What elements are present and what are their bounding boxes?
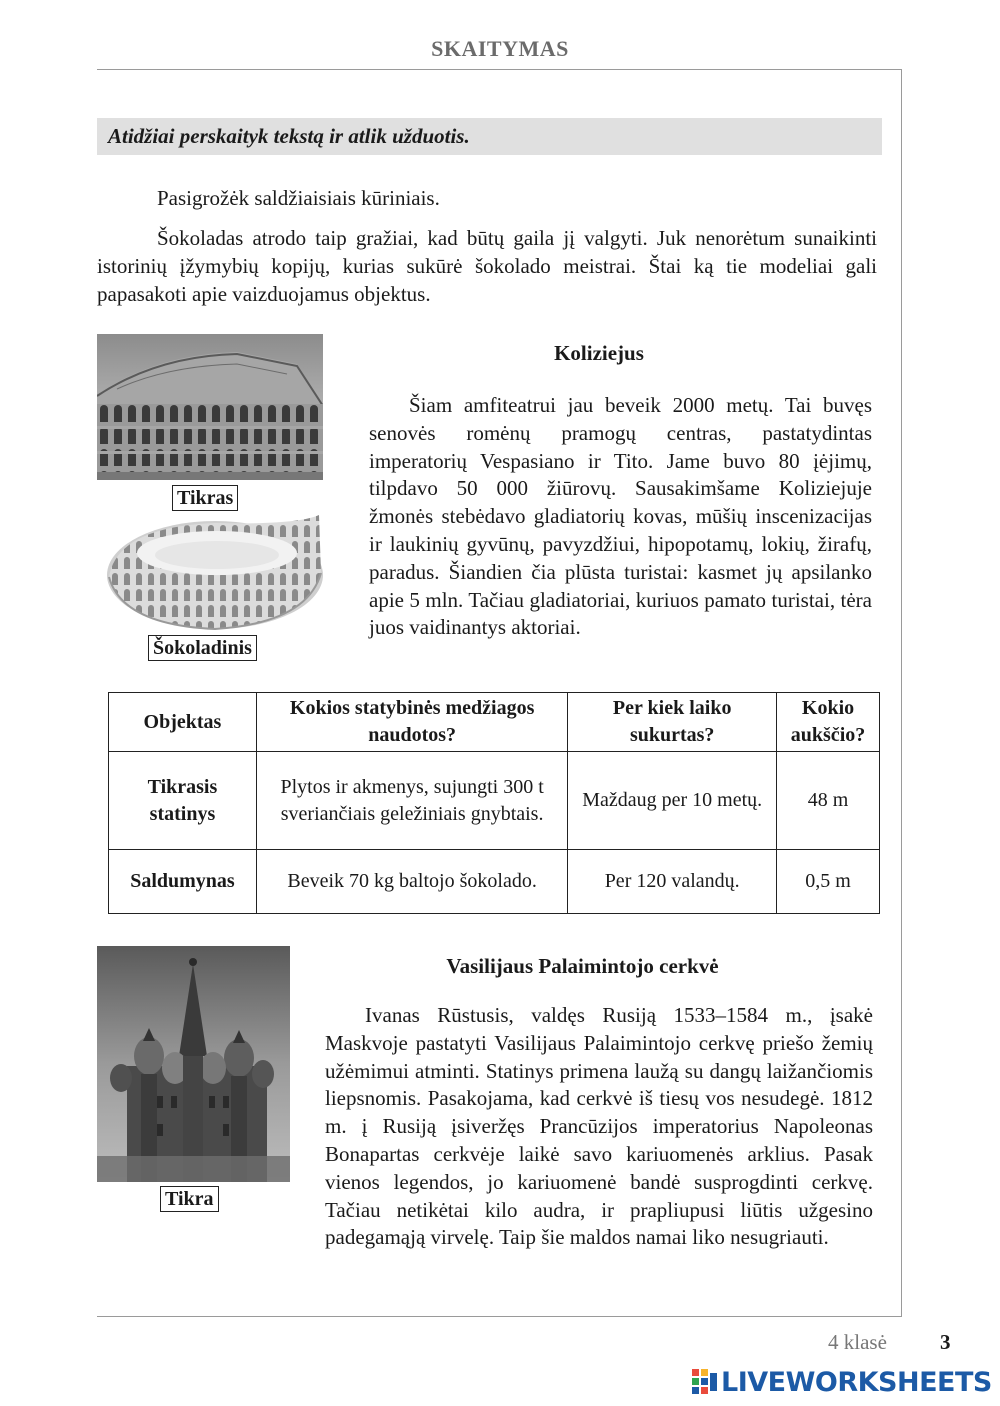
section-title: SKAITYMAS	[431, 36, 569, 61]
liveworksheets-logo[interactable]	[692, 1366, 992, 1398]
intro-paragraph: Šokoladas atrodo taip gražiai, kad būtų gaila jį valgyti. Juk nenorėtum sunaikinti istorinių įžymybių kopijų, kurias sukūrė šokolado meistrai. Štai ką tie modeliai gali papasakoti apie vaizduojamus objektus.	[97, 226, 877, 306]
comparison-table	[108, 692, 880, 914]
table-cell: Beveik 70 kg baltojo šokolado.	[256, 850, 567, 914]
caption-real-colosseum: Tikras	[172, 485, 238, 511]
colosseum-photo	[97, 334, 323, 480]
instruction-banner: Atidžiai perskaityk tekstą ir atlik užduotis.	[97, 118, 882, 155]
table-cell: Plytos ir akmenys, sujungti 300 t sveriančiais geležiniais gnybtais.	[256, 752, 567, 850]
cathedral-text: Ivanas Rūstusis, valdęs Rusiją 1533–1584 m., įsakė Maskvoje pastatyti Vasilijaus Palaimintojo cerkvę priešo žemių užėmimui atminti. Statinys primena laužą su dangų laižančiomis liepsnomis. Pasakojama, kad cerkvė iš tiesų vos nesudegė. 1812 m. į Rusiją įsiveržęs Prancūzijos imperatorius Napoleonas Bonapartas cerkvėje laikė savo kariuomenės arklius. Pasak vienos legendos, jo kariuomenė bandė susprogdinti cerkvę. Tačiau netikėtai kilo audra, ir prapliupusi liūtis užgesino padegamąją virvelę. Taip šie maldos namai liko nesugriauti.	[325, 1003, 873, 1250]
cathedral-photo	[97, 946, 290, 1182]
table-row-head: Tikrasis statinys	[109, 752, 257, 850]
chocolate-colosseum-photo	[97, 505, 327, 637]
footer-grade: 4 klasė	[828, 1330, 887, 1354]
table-row	[109, 850, 880, 914]
liveworksheets-logo-icon	[692, 1369, 718, 1395]
liveworksheets-logo-text: LIVEWORKSHEETS	[721, 1366, 992, 1398]
table-cell: 0,5 m	[777, 850, 880, 914]
colosseum-title: Koliziejus	[554, 341, 644, 365]
table-header-cell: Kokios statybinės medžiagos naudotos?	[256, 693, 567, 752]
cathedral-title: Vasilijaus Palaimintojo cerkvė	[446, 954, 719, 978]
table-cell: Maždaug per 10 metų.	[568, 752, 777, 850]
frame-bottom-rule	[97, 1316, 902, 1317]
table-row-head: Saldumynas	[109, 850, 257, 914]
table-header-row	[109, 693, 880, 752]
caption-real-cathedral: Tikra	[160, 1186, 219, 1212]
table-cell: 48 m	[777, 752, 880, 850]
table-cell: Per 120 valandų.	[568, 850, 777, 914]
caption-chocolate-colosseum: Šokoladinis	[148, 635, 257, 661]
table-header-cell: Objektas	[109, 693, 257, 752]
intro-line: Pasigrožėk saldžiaisiais kūriniais.	[157, 186, 440, 210]
table-header-cell: Kokio aukščio?	[777, 693, 880, 752]
table-header-cell: Per kiek laiko sukurtas?	[568, 693, 777, 752]
colosseum-text: Šiam amfiteatrui jau beveik 2000 metų. Tai buvęs senovės romėnų pramogų centras, pastatydintas imperatorių Vespasiano ir Tito. Jame buvo 80 įėjimų, tilpdavo 50 000 žiūrovų. Sausakimšame Koliziejuje žmonės stebėdavo gladiatorių kovas, mūšių inscenizacijas ir laukinių gyvūnų, pavyzdžiui, hipopotamų, lokių, žirafų, paradus. Šiandien čia plūsta turistai: kasmet jų apsilanko apie 5 mln. Tačiau gladiatoriai, kuriuos pamato turistai, tėra juos vaidinantys aktoriai.	[369, 393, 872, 640]
frame-top-rule	[97, 69, 902, 70]
frame-right-rule	[901, 69, 902, 1317]
page-number: 3	[940, 1330, 951, 1354]
table-row	[109, 752, 880, 850]
